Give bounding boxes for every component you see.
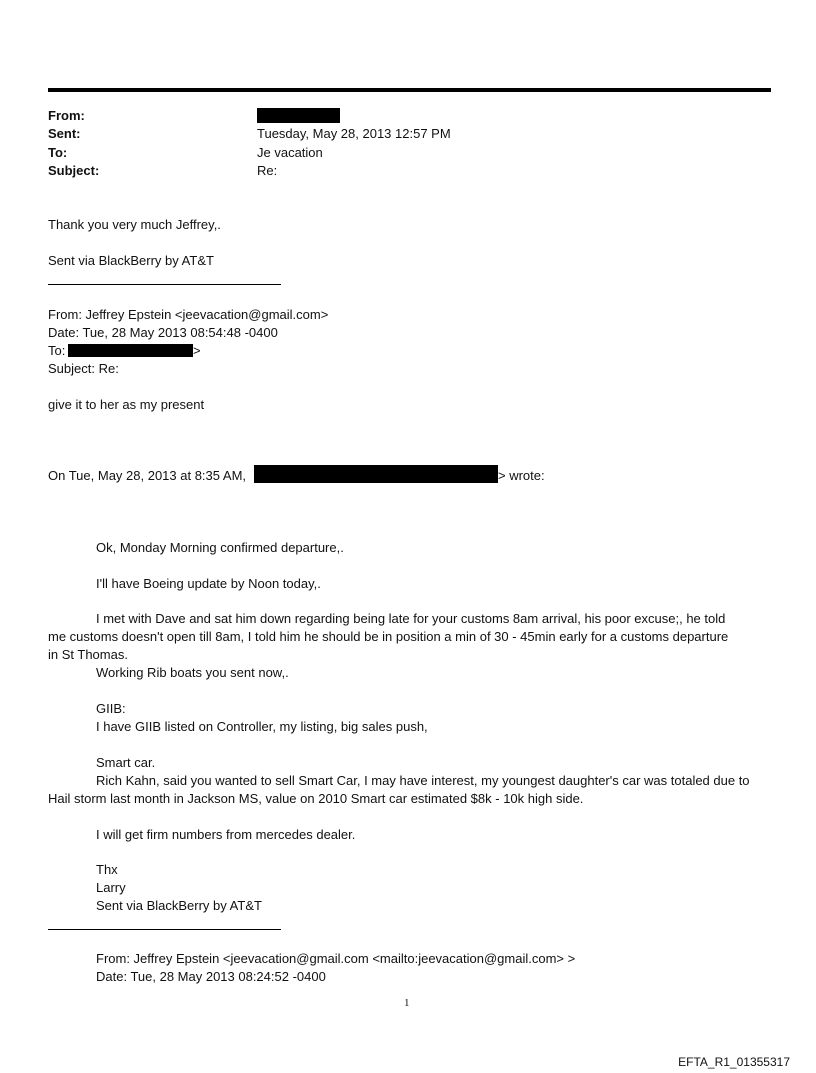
header-rule [48,88,771,92]
subject-value: Re: [257,163,278,178]
document-id: EFTA_R1_01355317 [678,1055,790,1069]
firm-numbers-line: I will get firm numbers from mercedes dealer. [96,827,356,842]
paragraph-boeing: I'll have Boeing update by Noon today,. [96,576,321,591]
quoted-date-line: Date: Tue, 28 May 2013 08:54:48 -0400 [48,325,278,340]
closing-name: Larry [96,880,126,895]
quoted3-date-line: Date: Tue, 28 May 2013 08:24:52 -0400 [96,969,326,984]
paragraph-rib-boats: Working Rib boats you sent now,. [96,665,289,680]
sent-value: Tuesday, May 28, 2013 12:57 PM [257,126,451,141]
giib-heading: GIIB: [96,701,126,716]
sent-label: Sent: [48,126,81,141]
subject-label: Subject: [48,163,100,178]
quoted-to-suffix: > [193,343,201,358]
paragraph-dave-line2: me customs doesn't open till 8am, I told him he should be in position a min of 30 - 45min early for a customs departure [48,629,729,644]
smart-car-heading: Smart car. [96,755,156,770]
closing-signature: Sent via BlackBerry by AT&T [96,898,262,913]
paragraph-departure: Ok, Monday Morning confirmed departure,. [96,540,344,555]
smart-car-line2: Hail storm last month in Jackson MS, value on 2010 Smart car estimated $8k - 10k high side. [48,791,584,806]
redacted-sender [257,108,340,123]
quoted3-from-line: From: Jeffrey Epstein <jeevacation@gmail.com <mailto:jeevacation@gmail.com> > [96,951,576,966]
to-value: Je vacation [257,145,323,160]
closing-thx: Thx [96,862,118,877]
quote-separator-2 [48,929,281,930]
reply-line: Thank you very much Jeffrey,. [48,217,221,232]
quoted-to-prefix: To: [48,343,66,358]
paragraph-dave-line3: in St Thomas. [48,647,128,662]
reply-signature: Sent via BlackBerry by AT&T [48,253,214,268]
attribution-prefix: On Tue, May 28, 2013 at 8:35 AM, [48,468,247,483]
redacted-author [254,465,498,483]
attribution-suffix: > wrote: [498,468,545,483]
quoted-subject-line: Subject: Re: [48,361,119,376]
page-number: 1 [404,997,410,1009]
giib-text: I have GIIB listed on Controller, my listing, big sales push, [96,719,428,734]
redacted-recipient [68,344,193,357]
to-label: To: [48,145,68,160]
quoted-from-line: From: Jeffrey Epstein <jeevacation@gmail.com> [48,307,329,322]
paragraph-dave-line1: I met with Dave and sat him down regarding being late for your customs 8am arrival, his poor excuse;, he told [96,611,726,626]
quote-separator [48,284,281,285]
quoted-body: give it to her as my present [48,397,205,412]
smart-car-line1: Rich Kahn, said you wanted to sell Smart Car, I may have interest, my youngest daughter's car was totaled due to [96,773,750,788]
from-label: From: [48,108,85,123]
